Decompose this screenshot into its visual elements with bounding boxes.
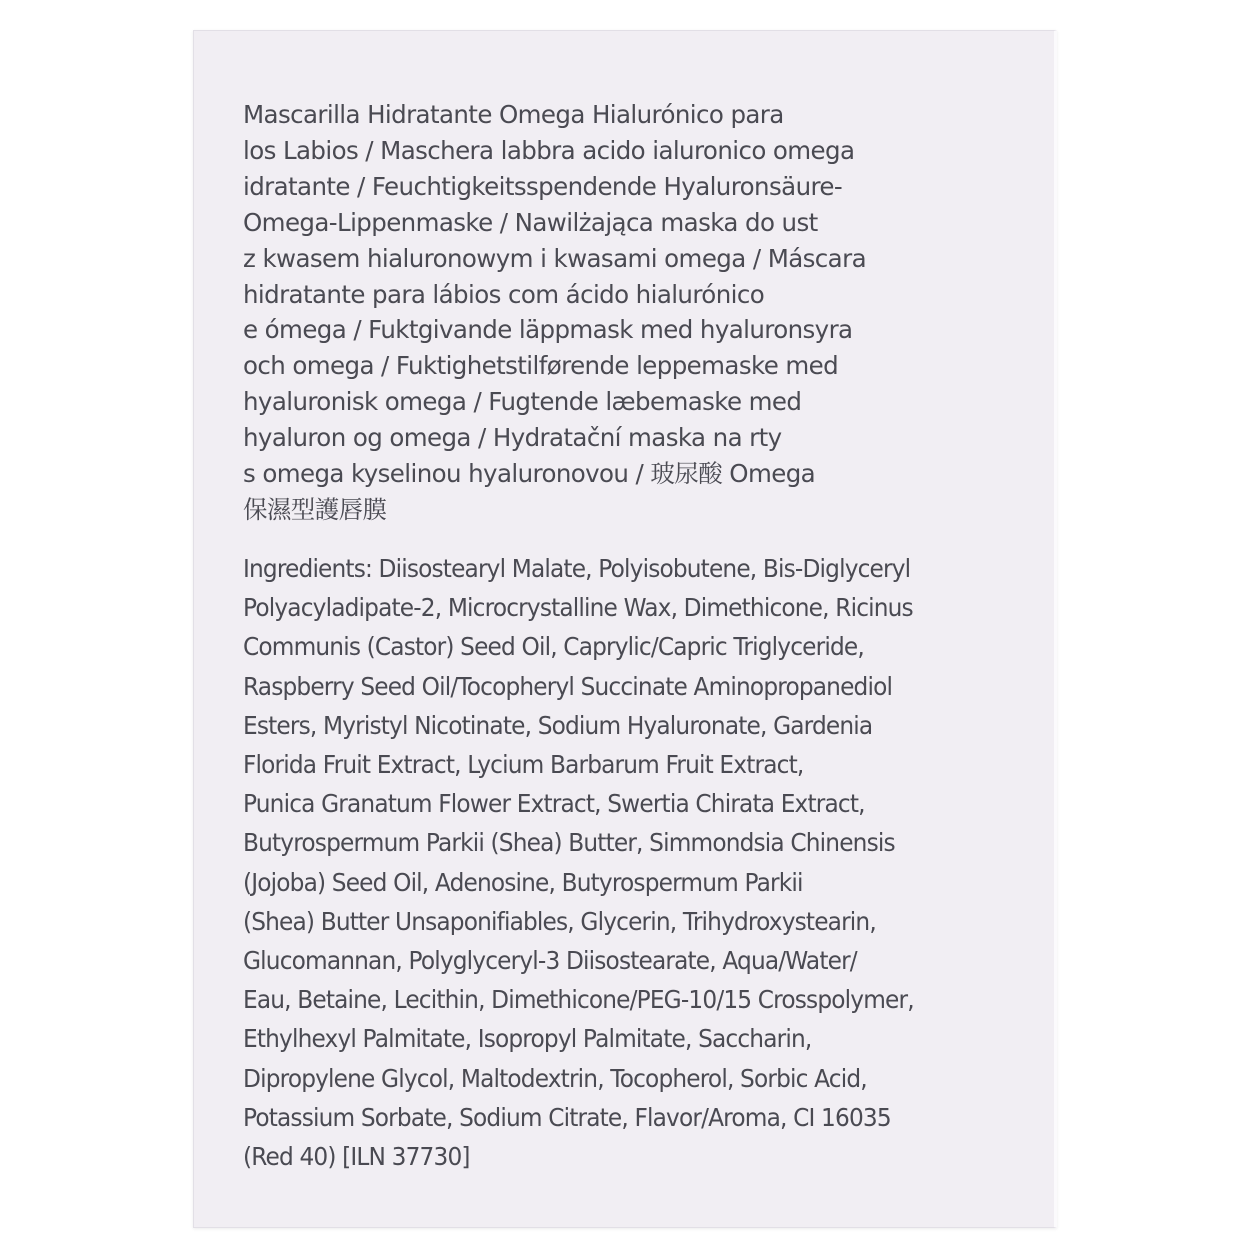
product-name-line: s omega kyselinou hyaluronovou / 玻尿酸 Omega bbox=[243, 459, 816, 489]
product-name-line: 保濕型護唇膜 bbox=[243, 494, 387, 524]
ingredients-line: Potassium Sorbate, Sodium Citrate, Flavor/Aroma, CI 16035 bbox=[243, 1102, 891, 1132]
ingredients-line: Glucomannan, Polyglyceryl-3 Diisostearate, Aqua/Water/ bbox=[243, 946, 857, 976]
ingredients-line: Dipropylene Glycol, Maltodextrin, Tocopherol, Sorbic Acid, bbox=[243, 1063, 867, 1093]
ingredients-line: Ingredients: Diisostearyl Malate, Polyisobutene, Bis-Diglyceryl bbox=[243, 554, 911, 583]
ingredients-line: Florida Fruit Extract, Lycium Barbarum Fruit Extract, bbox=[243, 750, 804, 780]
product-name-line: Omega-Lippenmaske / Nawilżająca maska do ust bbox=[243, 207, 818, 237]
ingredients-line: Communis (Castor) Seed Oil, Caprylic/Capric Triglyceride, bbox=[243, 632, 864, 662]
product-name-line: z kwasem hialuronowym i kwasami omega / Máscara bbox=[243, 243, 866, 273]
ingredients-line: Polyacyladipate-2, Microcrystalline Wax, Dimethicone, Ricinus bbox=[243, 593, 913, 623]
product-name-line: idratante / Feuchtigkeitsspendende Hyaluronsäure- bbox=[243, 171, 843, 201]
product-name-line: hyaluronisk omega / Fugtende læbemaske med bbox=[243, 387, 802, 417]
ingredients-line: Punica Granatum Flower Extract, Swertia Chirata Extract, bbox=[243, 789, 865, 819]
product-name-line: e ómega / Fuktgivande läppmask med hyaluronsyra bbox=[243, 315, 853, 345]
product-names-block bbox=[243, 97, 1003, 528]
product-name-line: hyaluron og omega / Hydratační maska na rty bbox=[243, 423, 782, 453]
product-name-line: och omega / Fuktighetstilførende leppemaske med bbox=[243, 351, 839, 381]
ingredients-block bbox=[243, 549, 987, 1176]
ingredients-line: (Red 40) [ILN 37730] bbox=[243, 1142, 470, 1172]
ingredients-line: Eau, Betaine, Lecithin, Dimethicone/PEG-10/15 Crosspolymer, bbox=[243, 985, 914, 1015]
ingredients-line: (Shea) Butter Unsaponifiables, Glycerin, Trihydroxystearin, bbox=[243, 906, 876, 936]
product-name-line: Mascarilla Hidratante Omega Hialurónico para bbox=[243, 100, 784, 129]
ingredients-line: (Jojoba) Seed Oil, Adenosine, Butyrospermum Parkii bbox=[243, 867, 803, 897]
product-name-line: hidratante para lábios com ácido hialurónico bbox=[243, 279, 765, 309]
ingredients-line: Esters, Myristyl Nicotinate, Sodium Hyaluronate, Gardenia bbox=[243, 710, 873, 740]
ingredients-line: Raspberry Seed Oil/Tocopheryl Succinate Aminopropanediol bbox=[243, 671, 893, 701]
ingredients-line: Butyrospermum Parkii (Shea) Butter, Simmondsia Chinensis bbox=[243, 828, 895, 858]
ingredients-line: Ethylhexyl Palmitate, Isopropyl Palmitate, Saccharin, bbox=[243, 1024, 812, 1054]
product-name-line: los Labios / Maschera labbra acido ialuronico omega bbox=[243, 135, 855, 165]
